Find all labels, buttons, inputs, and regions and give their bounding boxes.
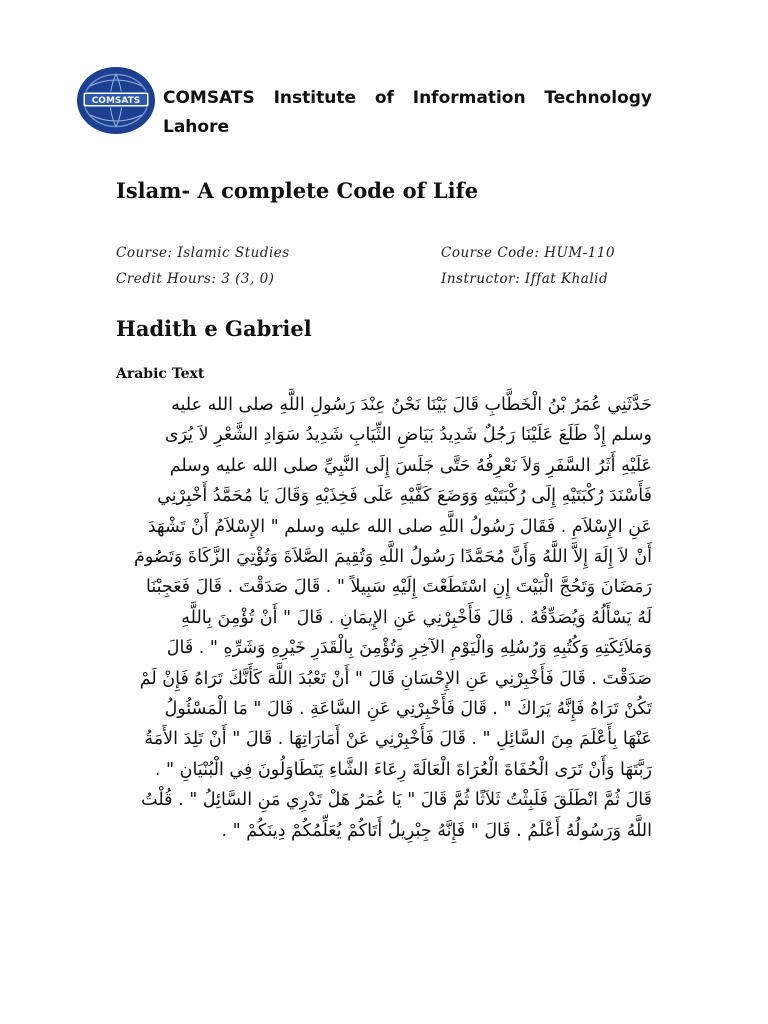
arabic-line: فَأَسْنَدَ رُكْبَتَيْهِ إِلَى رُكْبَتَيْهِ وَوَضَعَ كَفَّيْهِ عَلَى فَخِذَيْهِ وَقَالَ يَا مُحَمَّدُ أَخْبِرْنِي	[157, 486, 652, 507]
arabic-line: أَنْ لاَ إِلَهَ إِلاَّ اللَّهُ وَأَنَّ مُحَمَّدًا رَسُولُ اللَّهِ وَتُقِيمَ الصَّلاَةَ وَتُؤْتِيَ الزَّكَاةَ وَتَصُومَ	[134, 547, 652, 568]
instructor: Instructor: Iffat Khalid	[441, 271, 609, 287]
arabic-line: رَبَّتَهَا وَأَنْ تَرَى الْحُفَاةَ الْعُرَاةَ الْعَالَةَ رِعَاءَ الشَّاءِ يَتَطَاوَلُونَ فِي الْبُنْيَانِ " .	[154, 759, 652, 780]
arabic-line: تَكُنْ تَرَاهُ فَإِنَّهُ يَرَاكَ " . قَالَ فَأَخْبِرْنِي عَنِ السَّاعَةِ . قَالَ " مَا الْمَسْئُولُ	[164, 699, 652, 720]
page-header	[76, 66, 652, 138]
logo-text: COMSATS	[91, 96, 141, 106]
arabic-hadith-text	[116, 390, 652, 846]
institute-name: COMSATS Institute of Information Technology Lahore	[163, 88, 652, 137]
document-title: Islam- A complete Code of Life	[116, 178, 479, 203]
arabic-text-heading: Arabic Text	[116, 366, 205, 382]
arabic-line: لَهُ يَسْأَلُهُ وَيُصَدِّقُهُ . قَالَ فَأَخْبِرْنِي عَنِ الإِيمَانِ . قَالَ " أَنْ تُؤْمِنَ بِاللَّهِ	[181, 607, 652, 628]
arabic-line: اللَّهُ وَرَسُولُهُ أَعْلَمُ . قَالَ " فَإِنَّهُ جِبْرِيلُ أَتَاكُمْ يُعَلِّمُكُمْ دِينَكُمْ " .	[221, 820, 652, 841]
arabic-line: رَمَضَانَ وَتَحُجَّ الْبَيْتَ إِنِ اسْتَطَعْتَ إِلَيْهِ سَبِيلاً " . قَالَ صَدَقْتَ . قَالَ فَعَجِبْنَا	[146, 577, 652, 598]
course-name: Course: Islamic Studies	[116, 245, 290, 261]
arabic-line: وَمَلاَئِكَتِهِ وَكُتُبِهِ وَرُسُلِهِ وَالْيَوْمِ الآخِرِ وَتُؤْمِنَ بِالْقَدَرِ خَيْرِهِ وَشَرِّهِ " . قَالَ	[166, 638, 652, 659]
arabic-line: حَدَّثَنِي عُمَرُ بْنُ الْخَطَّابِ قَالَ بَيْنَا نَحْنُ عِنْدَ رَسُولِ اللَّهِ صلى الله عليه	[171, 395, 652, 415]
arabic-line: صَدَقْتَ . قَالَ فَأَخْبِرْنِي عَنِ الإِحْسَانِ قَالَ " أَنْ تَعْبُدَ اللَّهَ كَأَنَّكَ تَرَاهُ فَإِنْ لَمْ	[139, 668, 652, 689]
arabic-line: عَنْهَا بِأَعْلَمَ مِنَ السَّائِلِ " . قَالَ فَأَخْبِرْنِي عَنْ أَمَارَاتِهَا . قَالَ " أَنْ تَلِدَ الأَمَةُ	[144, 729, 652, 750]
arabic-line: عَنِ الإِسْلاَمِ . فَقَالَ رَسُولُ اللَّهِ صلى الله عليه وسلم " الإِسْلاَمُ أَنْ تَشْهَدَ	[147, 516, 652, 537]
arabic-line: عَلَيْهِ أَثَرُ السَّفَرِ وَلاَ نَعْرِفُهُ حَتَّى جَلَسَ إِلَى النَّبِيِّ صلى الله عليه وسلم	[169, 455, 652, 476]
comsats-logo	[76, 66, 156, 135]
course-code: Course Code: HUM-110	[441, 245, 616, 261]
credit-hours: Credit Hours: 3 (3, 0)	[116, 271, 275, 287]
section-title: Hadith e Gabriel	[116, 316, 312, 341]
arabic-line: وسلم إِذْ طَلَعَ عَلَيْنَا رَجُلٌ شَدِيدُ بَيَاضِ الثِّيَابِ شَدِيدُ سَوَادِ الشَّعْرِ لاَ يُرَى	[164, 425, 652, 446]
arabic-line: قَالَ ثُمَّ انْطَلَقَ فَلَبِثْتُ ثَلاَثًا ثُمَّ قَالَ " يَا عُمَرُ هَلْ تَدْرِي مَنِ السَّائِلُ " . قُلْتُ	[141, 790, 652, 811]
